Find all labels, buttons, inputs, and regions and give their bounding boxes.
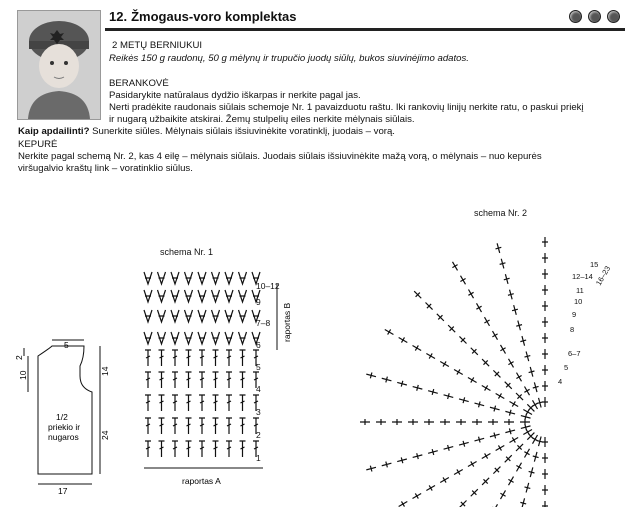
- pattern-label: nugaros: [48, 432, 79, 442]
- crochet-ray-symbol: [448, 325, 455, 332]
- repeat-b-label: raportas B: [282, 302, 292, 342]
- crochet-ray-symbol: [412, 493, 421, 498]
- crochet-ray-symbol: [392, 419, 402, 425]
- crochet-ray-symbol: [459, 397, 469, 403]
- schema-2-row-label: 5: [564, 363, 569, 372]
- crochet-ray-symbol: [516, 444, 523, 451]
- crochet-ray-symbol: [542, 269, 548, 279]
- crochet-ray-symbol: [397, 457, 407, 463]
- crochet-stitch-symbol: [171, 272, 179, 284]
- crochet-ray-symbol: [523, 409, 532, 414]
- crochet-ray-symbol: [425, 302, 432, 309]
- crochet-ray-symbol: [542, 365, 548, 375]
- crochet-stitch-symbol: [240, 441, 246, 457]
- crochet-ray-symbol: [520, 419, 530, 425]
- crochet-stitch-symbol: [225, 290, 233, 302]
- crochet-ray-symbol: [399, 501, 408, 506]
- crochet-ray-symbol: [524, 386, 529, 395]
- crochet-stitch-symbol: [198, 290, 206, 302]
- crochet-stitch-symbol: [226, 350, 232, 366]
- crochet-ray-symbol: [520, 336, 526, 346]
- crochet-ray-symbol: [508, 359, 513, 368]
- pattern-right-top-measure: 14: [100, 366, 110, 376]
- crochet-ray-symbol: [459, 336, 466, 343]
- crochet-ray-symbol: [376, 419, 386, 425]
- crochet-stitch-symbol: [198, 272, 206, 284]
- crochet-stitch-symbol: [212, 272, 220, 284]
- crochet-ray-symbol: [542, 469, 548, 479]
- crochet-ray-symbol: [482, 478, 489, 485]
- vest-line-3: ir nugarą užbaikite atskirai. Žemų stulpelių eiles nerkite mėlynais siūlais.: [109, 114, 415, 125]
- crochet-ray-symbol: [488, 419, 498, 425]
- crochet-ray-symbol: [472, 419, 482, 425]
- crochet-stitch-symbol: [239, 310, 247, 322]
- crochet-stitch-symbol: [226, 441, 232, 457]
- schema-1-row-label: 1: [256, 453, 261, 463]
- crochet-stitch-symbol: [159, 350, 165, 366]
- crochet-ray-symbol: [424, 419, 434, 425]
- crochet-stitch-symbol: [144, 290, 152, 302]
- crochet-ray-symbol: [482, 359, 489, 366]
- crochet-ray-symbol: [523, 429, 532, 434]
- crochet-ray-symbol: [496, 393, 505, 398]
- crochet-ray-symbol: [459, 500, 466, 507]
- age-heading: 2 METŲ BERNIUKUI: [112, 40, 203, 51]
- schema-1-row-label: 3: [256, 407, 261, 417]
- crochet-ray-symbol: [474, 402, 484, 408]
- crochet-ray-symbol: [516, 373, 521, 382]
- schema-2-title: schema Nr. 2: [474, 208, 528, 218]
- crochet-ray-symbol: [542, 317, 548, 327]
- difficulty-dot-icon: [588, 10, 601, 23]
- crochet-ray-symbol: [542, 333, 548, 343]
- crochet-stitch-symbol: [198, 332, 206, 344]
- crochet-ray-symbol: [504, 274, 510, 284]
- crochet-stitch-symbol: [185, 290, 193, 302]
- crochet-ray-symbol: [471, 348, 478, 355]
- crochet-ray-symbol: [516, 463, 521, 472]
- crochet-stitch-symbol: [225, 310, 233, 322]
- crochet-ray-symbol: [399, 337, 408, 342]
- crochet-stitch-symbol: [186, 350, 192, 366]
- pattern-right-bottom-measure: 24: [100, 430, 110, 440]
- pattern-title: Žmogaus-voro komplektas: [131, 9, 297, 24]
- crochet-stitch-symbol: [240, 350, 246, 366]
- crochet-ray-symbol: [525, 351, 531, 361]
- crochet-ray-symbol: [512, 305, 518, 315]
- schema-1-row-label: 6: [256, 340, 261, 350]
- crochet-stitch-symbol: [240, 395, 246, 411]
- crochet-ray-symbol: [521, 424, 531, 430]
- crochet-ray-symbol: [496, 445, 505, 450]
- pattern-label: priekio ir: [48, 422, 81, 432]
- hat-line-1: Nerkite pagal schemą Nr. 2, kas 4 eilę – mėlynais siūlais. Juodais siūlais išsiuvinėkite mažą vorą, o mėlynais – nuo kepurės: [18, 151, 542, 162]
- crochet-ray-symbol: [437, 314, 444, 321]
- crochet-ray-symbol: [382, 377, 392, 383]
- crochet-ray-symbol: [426, 485, 435, 490]
- crochet-ray-symbol: [520, 498, 526, 507]
- schema-2-row-label: 6–7: [568, 349, 581, 358]
- crochet-ray-symbol: [542, 397, 548, 407]
- crochet-ray-symbol: [542, 237, 548, 247]
- crochet-stitch-symbol: [145, 418, 151, 434]
- difficulty-rating: [569, 10, 620, 23]
- crochet-stitch-symbol: [199, 350, 205, 366]
- schema-2-row-label: 16–23: [593, 264, 613, 287]
- schema-1-row-label: 10–12: [256, 281, 280, 291]
- crochet-stitch-symbol: [172, 418, 178, 434]
- crochet-ray-symbol: [500, 345, 505, 354]
- pattern-bottom-measure: 17: [58, 486, 68, 496]
- crochet-ray-symbol: [542, 453, 548, 463]
- crochet-ray-symbol: [500, 259, 506, 269]
- crochet-stitch-symbol: [159, 395, 165, 411]
- crochet-ray-symbol: [542, 285, 548, 295]
- schema-2-row-label: 4: [558, 377, 563, 386]
- crochet-ray-symbol: [525, 483, 531, 493]
- crochet-ray-symbol: [454, 469, 463, 474]
- crochet-stitch-symbol: [171, 290, 179, 302]
- schema-2-row-label: 9: [572, 310, 577, 319]
- crochet-ray-symbol: [529, 367, 535, 377]
- pattern-left-measure: 10: [18, 370, 28, 380]
- crochet-stitch-symbol: [226, 372, 232, 388]
- finish-text: Sunerkite siūles. Mėlynais siūlais išsiuvinėkite voratinklį, juodais – vorą.: [89, 126, 395, 137]
- schema-2-row-label: 8: [570, 325, 575, 334]
- crochet-ray-symbol: [397, 381, 407, 387]
- crochet-stitch-symbol: [145, 372, 151, 388]
- crochet-ray-symbol: [452, 262, 457, 271]
- crochet-stitch-symbol: [158, 290, 166, 302]
- crochet-stitch-symbol: [213, 418, 219, 434]
- crochet-ray-symbol: [542, 253, 548, 263]
- crochet-stitch-symbol: [144, 332, 152, 344]
- crochet-ray-symbol: [505, 455, 512, 462]
- crochet-ray-symbol: [428, 449, 438, 455]
- crochet-ray-symbol: [524, 449, 529, 458]
- schema-2-row-label: 10: [574, 297, 583, 306]
- crochet-ray-symbol: [413, 385, 423, 391]
- crochet-ray-symbol: [492, 331, 497, 340]
- schema-1-row-label: 7–8: [256, 318, 271, 328]
- crochet-stitch-symbol: [185, 332, 193, 344]
- vest-line-2: Nerti pradėkite raudonais siūlais schemoje Nr. 1 pavaizduotu raštu. Iki rankovių linijų nerkite ratu, o paskui priekį: [109, 102, 584, 113]
- crochet-stitch-symbol: [199, 441, 205, 457]
- crochet-ray-symbol: [505, 382, 512, 389]
- crochet-stitch-symbol: [212, 310, 220, 322]
- crochet-stitch-symbol: [225, 332, 233, 344]
- crochet-ray-symbol: [493, 370, 500, 377]
- crochet-ray-symbol: [542, 485, 548, 495]
- crochet-ray-symbol: [504, 419, 514, 425]
- crochet-ray-symbol: [533, 382, 539, 392]
- schema-2-row-label: 11: [576, 286, 584, 295]
- crochet-ray-symbol: [490, 433, 500, 439]
- repeat-a-label: raportas A: [182, 476, 221, 486]
- vest-pattern-diagram: [14, 336, 119, 496]
- crochet-stitch-symbol: [159, 441, 165, 457]
- pattern-number: 12.: [109, 9, 128, 24]
- crochet-ray-symbol: [382, 462, 392, 468]
- crochet-ray-symbol: [500, 490, 505, 499]
- crochet-stitch-symbol: [240, 418, 246, 434]
- crochet-stitch-symbol: [186, 372, 192, 388]
- crochet-ray-symbol: [482, 453, 491, 458]
- crochet-ray-symbol: [509, 401, 518, 406]
- crochet-stitch-symbol: [213, 350, 219, 366]
- crochet-ray-symbol: [542, 501, 548, 507]
- crochet-ray-symbol: [505, 428, 515, 434]
- crochet-ray-symbol: [529, 467, 535, 477]
- crochet-ray-symbol: [496, 243, 502, 253]
- difficulty-dot-icon: [607, 10, 620, 23]
- crochet-stitch-symbol: [212, 332, 220, 344]
- crochet-ray-symbol: [476, 303, 481, 312]
- crochet-stitch-symbol: [213, 441, 219, 457]
- crochet-ray-symbol: [456, 419, 466, 425]
- crochet-ray-symbol: [516, 321, 522, 331]
- crochet-ray-symbol: [366, 373, 376, 379]
- schema-2-row-label: 15: [590, 260, 599, 269]
- crochet-stitch-symbol: [239, 290, 247, 302]
- crochet-stitch-symbol: [199, 418, 205, 434]
- crochet-stitch-symbol: [186, 441, 192, 457]
- crochet-stitch-symbol: [239, 272, 247, 284]
- crochet-ray-symbol: [533, 452, 539, 462]
- crochet-ray-symbol: [474, 437, 484, 443]
- schema-2-chart: [300, 222, 630, 507]
- crochet-ray-symbol: [426, 353, 435, 358]
- crochet-stitch-symbol: [185, 310, 193, 322]
- crochet-ray-symbol: [414, 291, 421, 298]
- crochet-ray-symbol: [459, 441, 469, 447]
- finish-paragraph: [18, 126, 395, 138]
- crochet-stitch-symbol: [172, 350, 178, 366]
- crochet-ray-symbol: [468, 289, 473, 298]
- crochet-ray-symbol: [509, 437, 518, 442]
- crochet-stitch-symbol: [199, 395, 205, 411]
- crochet-ray-symbol: [444, 393, 454, 399]
- crochet-ray-symbol: [516, 393, 523, 400]
- crochet-stitch-symbol: [158, 332, 166, 344]
- crochet-ray-symbol: [537, 398, 543, 408]
- crochet-ray-symbol: [428, 389, 438, 395]
- crochet-ray-symbol: [440, 477, 449, 482]
- schema-1-row-label: 2: [256, 430, 261, 440]
- crochet-ray-symbol: [532, 435, 537, 444]
- crochet-ray-symbol: [440, 361, 449, 366]
- crochet-stitch-symbol: [186, 395, 192, 411]
- crochet-ray-symbol: [408, 419, 418, 425]
- crochet-stitch-symbol: [172, 395, 178, 411]
- crochet-stitch-symbol: [213, 372, 219, 388]
- vest-heading: BERANKOVĖ: [109, 78, 169, 89]
- crochet-stitch-symbol: [144, 310, 152, 322]
- crochet-ray-symbol: [505, 410, 515, 416]
- crochet-ray-symbol: [471, 489, 478, 496]
- crochet-ray-symbol: [440, 419, 450, 425]
- crochet-ray-symbol: [482, 385, 491, 390]
- crochet-ray-symbol: [537, 436, 543, 446]
- crochet-stitch-symbol: [171, 310, 179, 322]
- crochet-ray-symbol: [468, 461, 477, 466]
- crochet-stitch-symbol: [225, 272, 233, 284]
- crochet-stitch-symbol: [198, 310, 206, 322]
- crochet-stitch-symbol: [172, 372, 178, 388]
- crochet-stitch-symbol: [145, 350, 151, 366]
- crochet-stitch-symbol: [145, 441, 151, 457]
- crochet-ray-symbol: [412, 345, 421, 350]
- difficulty-dot-icon: [569, 10, 582, 23]
- vest-line-1: Pasidarykite natūralaus dydžio iškarpas ir nerkite pagal jas.: [109, 90, 361, 101]
- crochet-ray-symbol: [542, 437, 548, 447]
- pattern-left-small-measure: 2: [14, 355, 24, 360]
- pattern-label: 1/2: [56, 412, 68, 422]
- crochet-ray-symbol: [468, 377, 477, 382]
- crochet-ray-symbol: [360, 419, 370, 425]
- crochet-ray-symbol: [542, 381, 548, 391]
- crochet-stitch-symbol: [158, 310, 166, 322]
- crochet-ray-symbol: [521, 414, 531, 420]
- crochet-stitch-symbol: [158, 272, 166, 284]
- schema-2-row-label: 12–14: [572, 272, 593, 281]
- crochet-ray-symbol: [366, 466, 376, 472]
- crochet-ray-symbol: [490, 406, 500, 412]
- page-title: [109, 9, 297, 24]
- crochet-stitch-symbol: [171, 332, 179, 344]
- crochet-stitch-symbol: [213, 395, 219, 411]
- crochet-ray-symbol: [454, 369, 463, 374]
- crochet-stitch-symbol: [226, 395, 232, 411]
- crochet-ray-symbol: [460, 276, 465, 285]
- crochet-ray-symbol: [492, 504, 497, 507]
- crochet-ray-symbol: [508, 477, 513, 486]
- crochet-ray-symbol: [542, 301, 548, 311]
- materials-text: Reikės 150 g raudonų, 50 g mėlynų ir trupučio juodų siūlų, bukos siuvinėjimo adatos.: [109, 53, 469, 64]
- crochet-stitch-symbol: [145, 395, 151, 411]
- crochet-stitch-symbol: [240, 372, 246, 388]
- crochet-ray-symbol: [542, 349, 548, 359]
- crochet-stitch-symbol: [172, 441, 178, 457]
- schema-1-row-label: 5: [256, 362, 261, 372]
- hat-line-2: viršugalvio kraštų link – voratinklio siūlus.: [18, 163, 193, 174]
- crochet-ray-symbol: [444, 445, 454, 451]
- pattern-top-measure: 5: [64, 340, 69, 350]
- crochet-stitch-symbol: [199, 372, 205, 388]
- schema-1-chart: [140, 262, 315, 492]
- crochet-stitch-symbol: [226, 418, 232, 434]
- crochet-ray-symbol: [508, 290, 514, 300]
- crochet-stitch-symbol: [185, 272, 193, 284]
- schema-1-row-label: 9: [256, 297, 261, 307]
- crochet-ray-symbol: [484, 317, 489, 326]
- crochet-stitch-symbol: [212, 290, 220, 302]
- finish-question: Kaip apdailinti?: [18, 126, 90, 137]
- crochet-stitch-symbol: [186, 418, 192, 434]
- crochet-ray-symbol: [413, 453, 423, 459]
- crochet-ray-symbol: [385, 329, 394, 334]
- schema-1-title: schema Nr. 1: [160, 247, 214, 257]
- crochet-stitch-symbol: [159, 372, 165, 388]
- crochet-ray-symbol: [493, 467, 500, 474]
- crochet-stitch-symbol: [144, 272, 152, 284]
- crochet-ray-symbol: [532, 400, 537, 409]
- crochet-stitch-symbol: [159, 418, 165, 434]
- child-photo: [17, 10, 101, 120]
- hat-heading: KEPURĖ: [18, 139, 58, 150]
- schema-1-row-label: 4: [256, 384, 261, 394]
- crochet-stitch-symbol: [239, 332, 247, 344]
